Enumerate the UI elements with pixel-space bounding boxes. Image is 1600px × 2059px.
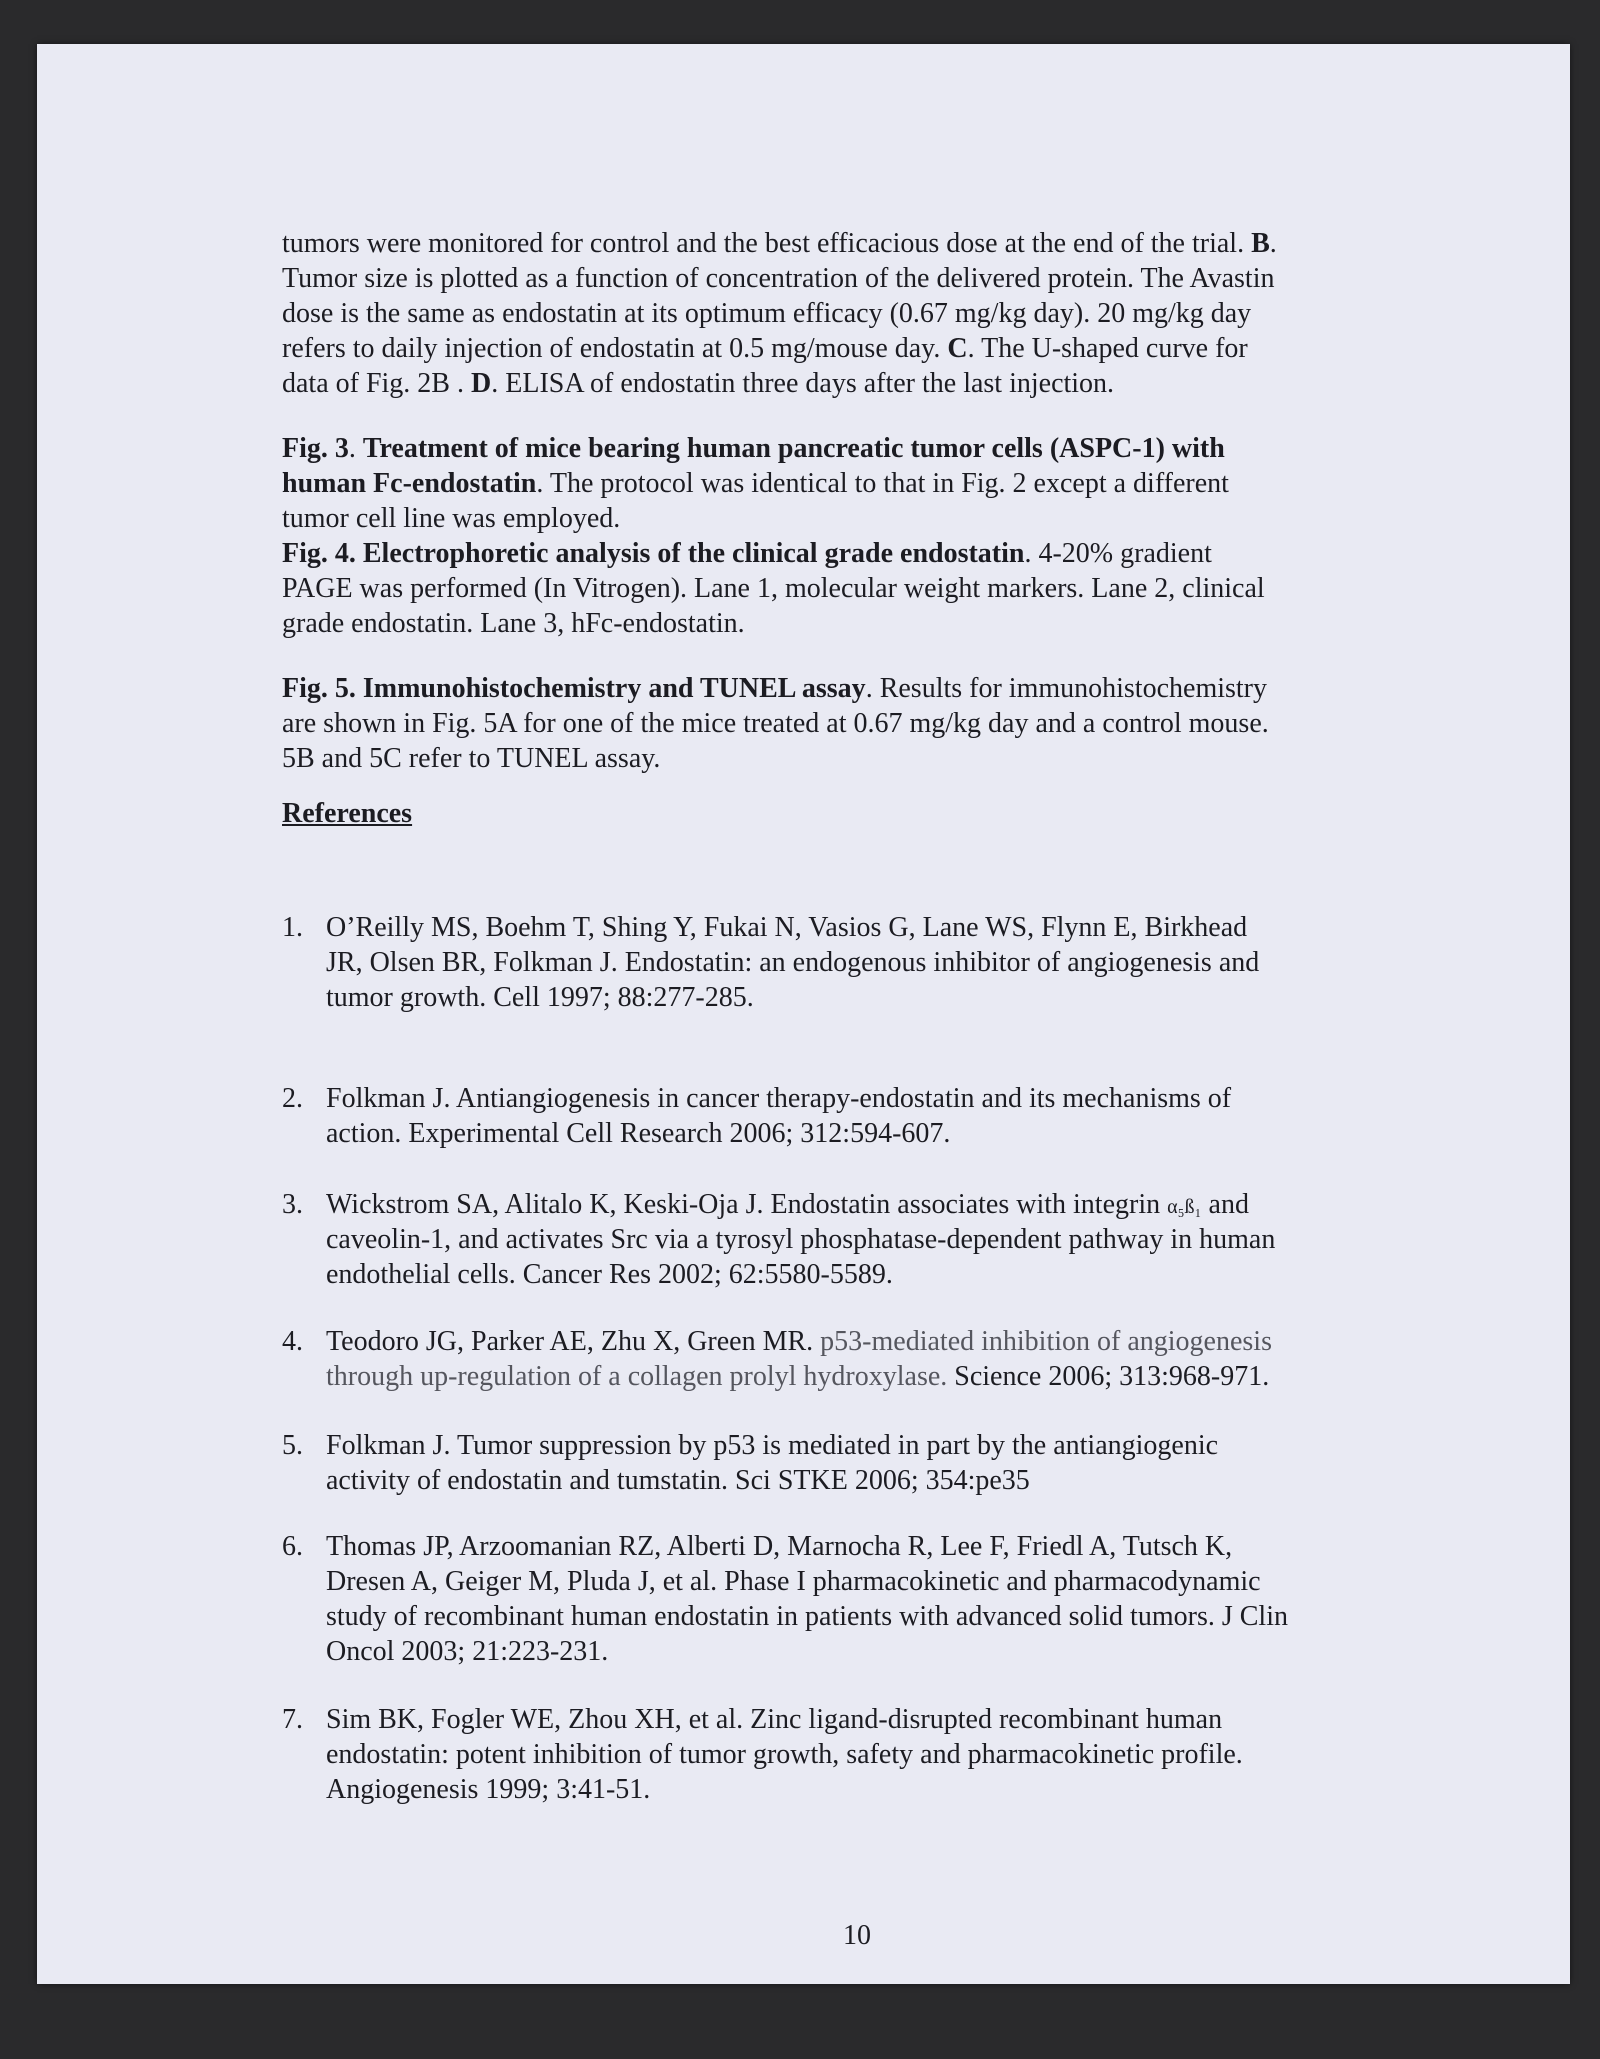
text-segment: . 4-20% gradient — [1024, 538, 1212, 569]
reference-text — [326, 1187, 1275, 1292]
text-segment: through up-regulation of a collagen prolyl hydroxylase. — [326, 1361, 948, 1392]
bold-text: human Fc-endostatin — [282, 468, 537, 499]
reference-number: 7. — [282, 1704, 303, 1735]
text-segment: Oncol 2003; 21:223-231. — [326, 1636, 609, 1667]
text-segment: . The protocol was identical to that in Fig. 2 except a different — [536, 468, 1229, 499]
reference-text — [326, 1324, 1272, 1394]
text-line — [326, 1564, 1288, 1599]
text-segment: . — [1269, 228, 1277, 259]
paper-page — [37, 44, 1570, 1984]
text-line — [326, 945, 1259, 980]
text-line — [326, 1257, 1275, 1292]
text-segment: PAGE was performed (In Vitrogen). Lane 1, molecular weight markers. Lane 2, clinical — [282, 573, 1265, 604]
text-segment: action. Experimental Cell Research 2006; 312:594-607. — [326, 1118, 951, 1149]
text-line — [282, 741, 1269, 776]
bold-text: Treatment of mice bearing human pancreatic tumor cells (ASPC-1) with — [362, 433, 1225, 464]
text-segment: Sim BK, Fogler WE, Zhou XH, et al. Zinc ligand-disrupted recombinant human — [326, 1704, 1223, 1735]
text-line — [282, 261, 1277, 296]
reference-text — [326, 910, 1259, 1015]
reference-text — [326, 1529, 1288, 1669]
reference-text — [326, 1081, 1231, 1151]
text-line — [326, 1702, 1243, 1737]
text-line — [282, 536, 1265, 571]
text-segment: Science 2006; 313:968-971. — [947, 1361, 1270, 1392]
reference-number: 3. — [282, 1189, 303, 1220]
text-segment: Teodoro JG, Parker AE, Zhu X, Green MR. — [326, 1326, 821, 1357]
reference-text — [326, 1428, 1218, 1498]
text-line — [282, 706, 1269, 741]
bold-text: D — [471, 368, 492, 399]
text-segment: α₅ß₁ — [1167, 1196, 1202, 1218]
text-line — [326, 1463, 1218, 1498]
text-segment: activity of endostatin and tumstatin. Sci STKE 2006; 354:pe35 — [326, 1465, 1030, 1496]
references-heading — [282, 796, 412, 831]
text-segment: 5B and 5C refer to TUNEL assay. — [282, 743, 661, 774]
reference-text — [326, 1702, 1243, 1807]
text-segment: endostatin: potent inhibition of tumor growth, safety and pharmacokinetic profile. — [326, 1739, 1243, 1770]
text-segment: Folkman J. Tumor suppression by p53 is mediated in part by the antiangiogenic — [326, 1430, 1219, 1461]
text-line — [326, 980, 1259, 1015]
reference-number: 2. — [282, 1083, 303, 1114]
text-line — [282, 226, 1277, 261]
text-line — [326, 1081, 1231, 1116]
fig5-caption — [282, 671, 1269, 776]
text-segment: and — [1201, 1189, 1249, 1220]
fig2-caption-continued — [282, 226, 1277, 401]
text-line — [326, 1428, 1218, 1463]
text-line — [326, 910, 1259, 945]
text-line — [326, 1529, 1288, 1564]
text-segment: . Results for immunohistochemistry — [865, 673, 1267, 704]
text-line — [326, 1772, 1243, 1807]
text-line — [282, 606, 1265, 641]
text-segment: O’Reilly MS, Boehm T, Shing Y, Fukai N, Vasios G, Lane WS, Flynn E, Birkhead — [326, 912, 1248, 943]
text-line — [326, 1187, 1275, 1222]
reference-number: 6. — [282, 1531, 303, 1562]
text-segment: Wickstrom SA, Alitalo K, Keski-Oja J. Endostatin associates with integrin — [326, 1189, 1168, 1220]
text-segment: endothelial cells. Cancer Res 2002; 62:5580-5589. — [326, 1259, 893, 1290]
text-line — [326, 1599, 1288, 1634]
text-line — [282, 501, 1265, 536]
reference-number: 4. — [282, 1326, 303, 1357]
text-line — [326, 1634, 1288, 1669]
text-line — [282, 671, 1269, 706]
text-segment: tumors were monitored for control and the best efficacious dose at the end of the trial. — [282, 228, 1252, 259]
text-segment: tumor growth. Cell 1997; 88:277-285. — [326, 982, 754, 1013]
text-line — [282, 296, 1277, 331]
text-segment: refers to daily injection of endostatin at 0.5 mg/mouse day. — [282, 333, 948, 364]
text-line — [282, 466, 1265, 501]
text-segment: . ELISA of endostatin three days after the last injection. — [491, 368, 1115, 399]
text-line — [326, 1324, 1272, 1359]
references-heading-text: References — [282, 798, 413, 829]
text-segment: Dresen A, Geiger M, Pluda J, et al. Phase I pharmacokinetic and pharmacodynamic — [326, 1566, 1261, 1597]
text-segment: study of recombinant human endostatin in patients with advanced solid tumors. J Clin — [326, 1601, 1288, 1632]
bold-text: Fig. 4. Electrophoretic analysis of the clinical grade endostatin — [282, 538, 1025, 569]
text-segment: dose is the same as endostatin at its optimum efficacy (0.67 mg/kg day). 20 mg/kg day — [282, 298, 1252, 329]
text-line — [282, 366, 1277, 401]
text-segment: . The U-shaped curve for — [967, 333, 1248, 364]
bold-text: C — [947, 333, 968, 364]
fig3-fig4-captions — [282, 431, 1265, 641]
text-segment: are shown in Fig. 5A for one of the mice treated at 0.67 mg/kg day and a control mouse. — [282, 708, 1269, 739]
text-segment: tumor cell line was employed. — [282, 503, 621, 534]
text-segment: p53-mediated inhibition of angiogenesis — [820, 1326, 1272, 1357]
text-line — [282, 331, 1277, 366]
text-segment: Folkman J. Antiangiogenesis in cancer therapy-endostatin and its mechanisms of — [326, 1083, 1232, 1114]
text-segment: Angiogenesis 1999; 3:41-51. — [326, 1774, 651, 1805]
bold-text: Fig. 3 — [282, 433, 349, 464]
reference-number: 5. — [282, 1430, 303, 1461]
text-segment: Thomas JP, Arzoomanian RZ, Alberti D, Marnocha R, Lee F, Friedl A, Tutsch K, — [326, 1531, 1233, 1562]
bold-text: Fig. 5. Immunohistochemistry and TUNEL assay — [282, 673, 866, 704]
text-line — [326, 1737, 1243, 1772]
page-number: 10 — [843, 1920, 871, 1951]
text-line — [326, 1116, 1231, 1151]
text-line — [282, 431, 1265, 466]
text-segment: grade endostatin. Lane 3, hFc-endostatin. — [282, 608, 745, 639]
text-segment: data of Fig. 2B . — [282, 368, 471, 399]
reference-number: 1. — [282, 912, 303, 943]
text-segment: JR, Olsen BR, Folkman J. Endostatin: an endogenous inhibitor of angiogenesis and — [326, 947, 1260, 978]
text-line — [326, 1222, 1275, 1257]
text-segment: Tumor size is plotted as a function of concentration of the delivered protein. The Avastin — [282, 263, 1275, 294]
text-line — [326, 1359, 1272, 1394]
text-segment: . — [348, 433, 363, 464]
bold-text: B — [1251, 228, 1270, 259]
text-line — [282, 571, 1265, 606]
text-segment: caveolin-1, and activates Src via a tyrosyl phosphatase-dependent pathway in human — [326, 1224, 1276, 1255]
